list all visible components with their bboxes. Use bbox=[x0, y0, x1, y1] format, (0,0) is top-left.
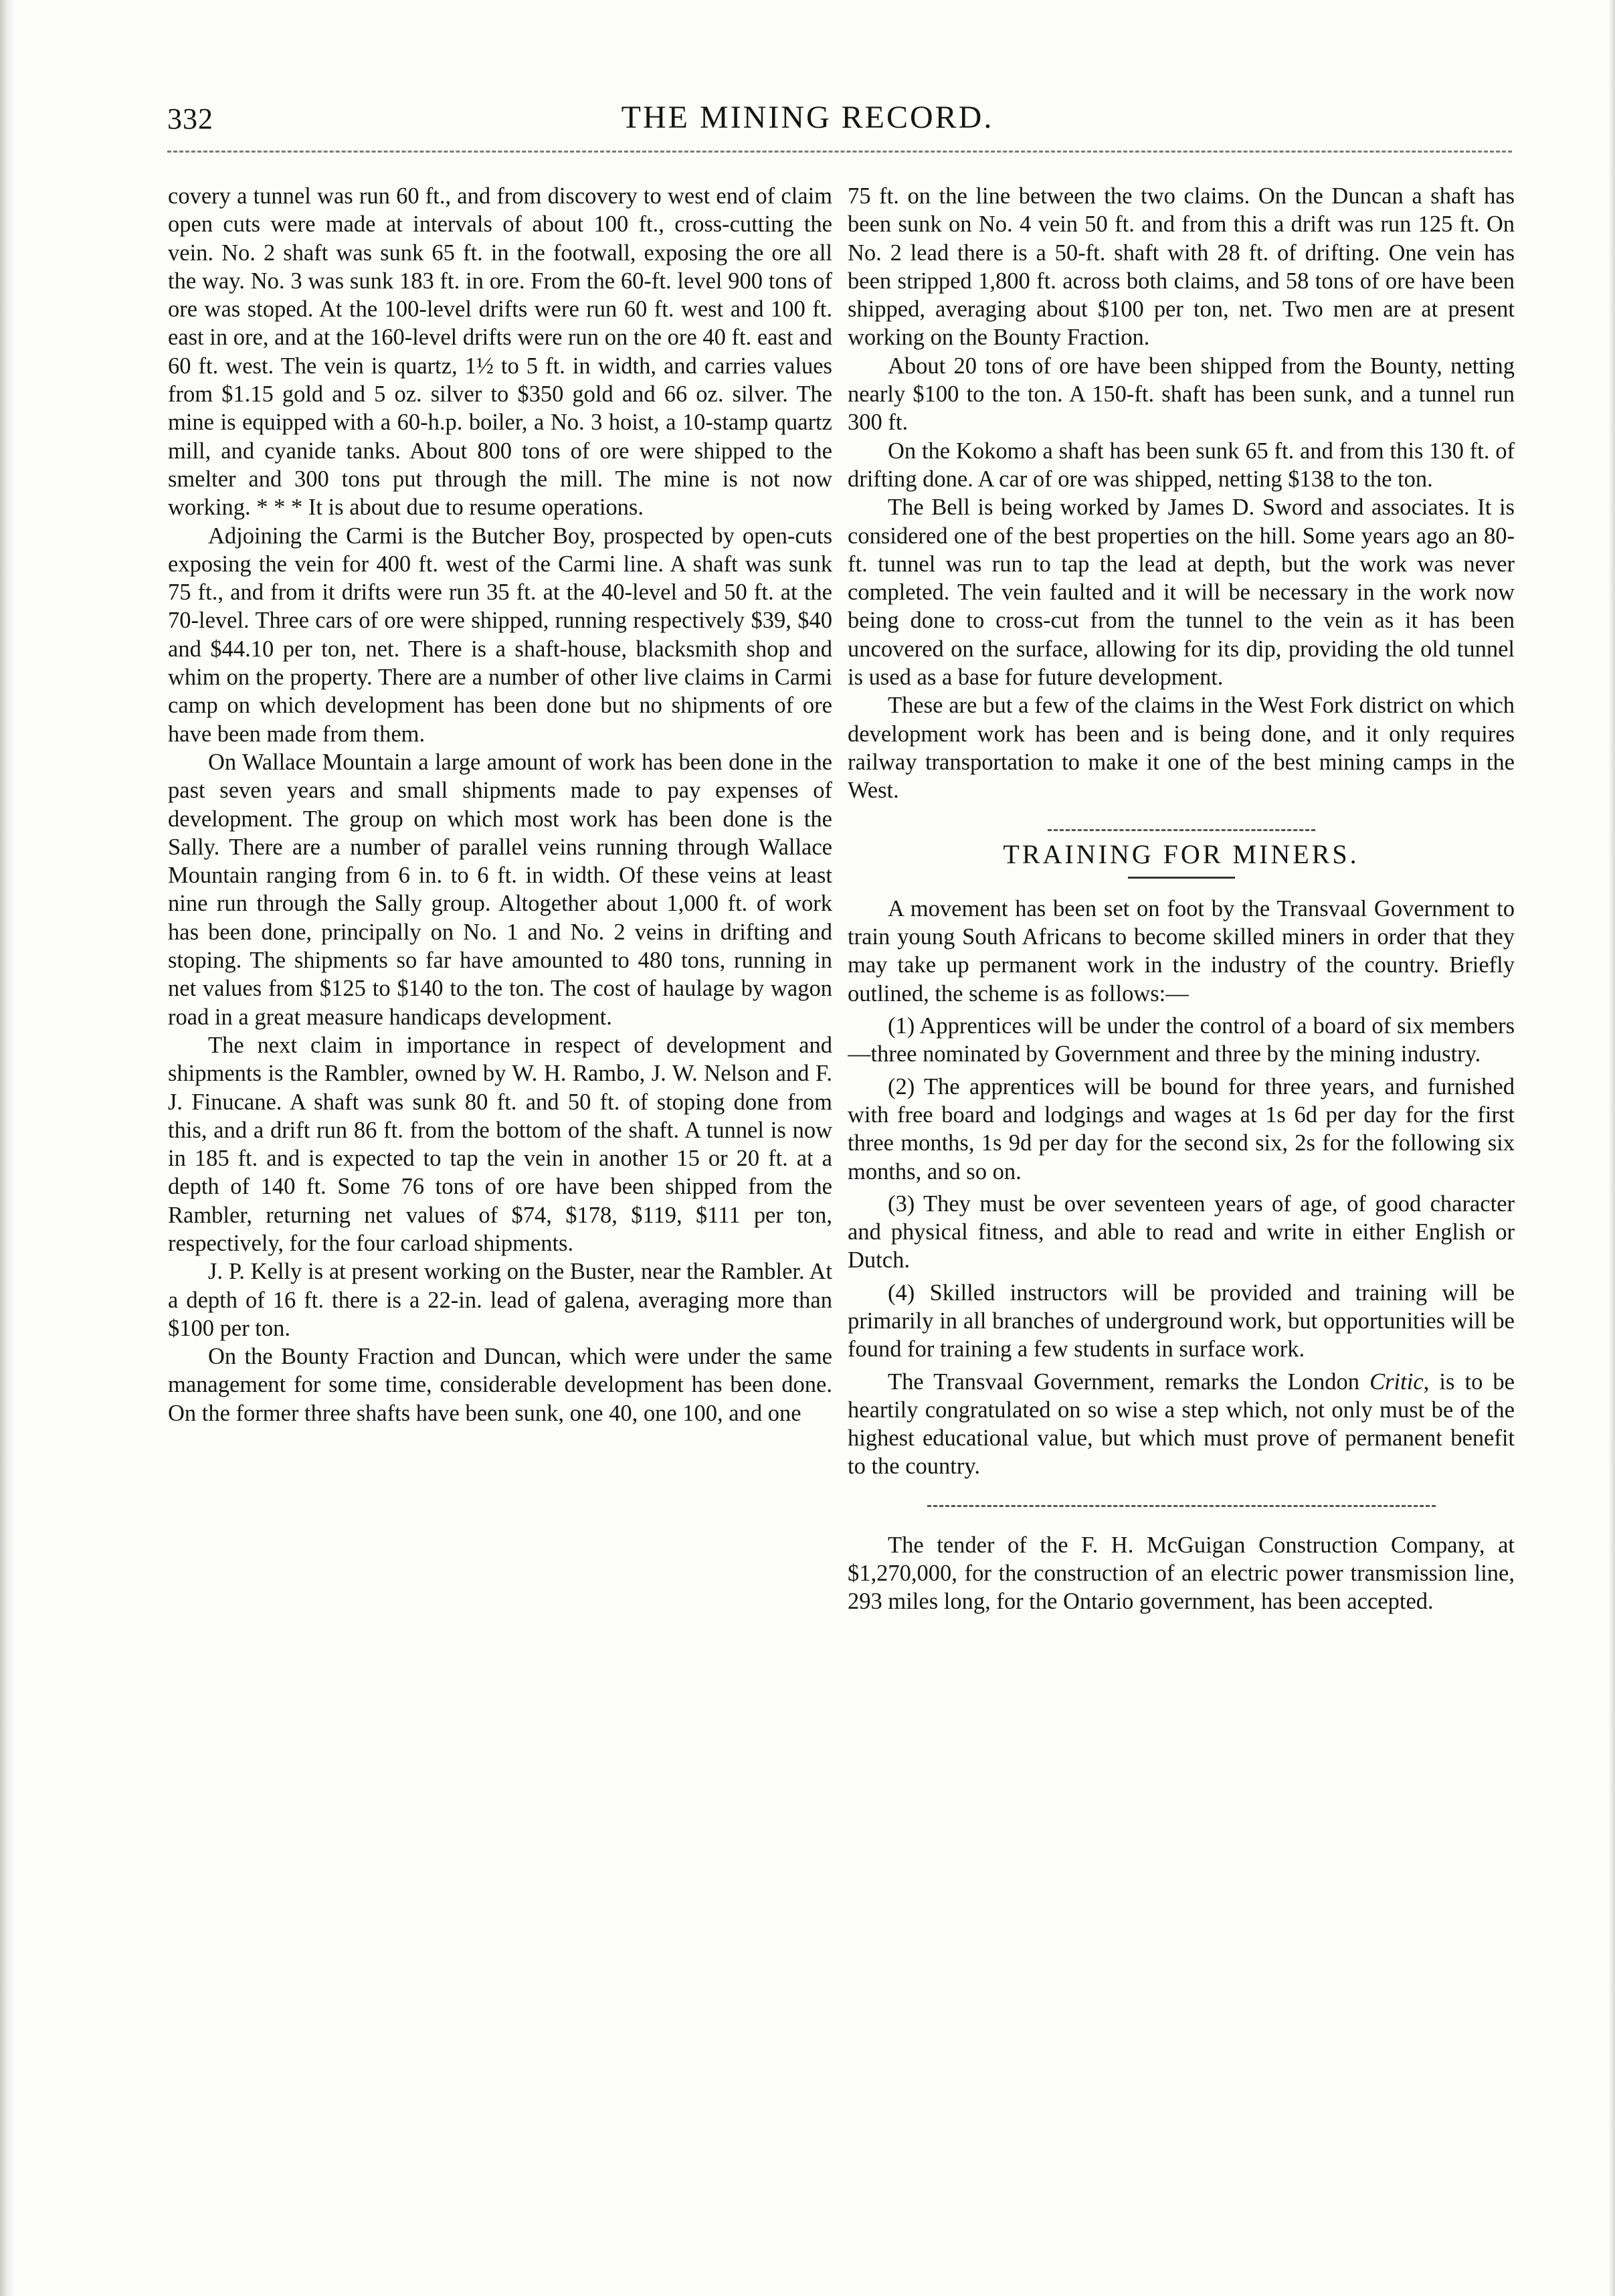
right-column bbox=[848, 182, 1515, 2216]
paragraph-critic-remark bbox=[848, 1368, 1515, 1481]
remark-text-after: , is to be heartily congratulated on so wise a step which, not only must be of the highest educational value, but which must prove of permanent benefit to the country. bbox=[848, 1368, 1515, 1480]
closing-divider bbox=[927, 1505, 1436, 1507]
paragraph-bounty-duncan: On the Bounty Fraction and Duncan, which were under the same management for some time, considerable development has been done. On the former three shafts have been sunk, one 40, one 100, and one bbox=[168, 1344, 832, 1426]
paragraph-mcguigan-tender: The tender of the F. H. McGuigan Construction Company, at $1,270,000, for the construction of an electric power transmission line, 293 miles long, for the Ontario government, has been accepted. bbox=[848, 1532, 1515, 1615]
paragraph-west-fork: These are but a few of the claims in the West Fork district on which development work has been and is being done, and it only requires railway transportation to make it one of the best mining camps in the West. bbox=[848, 693, 1515, 804]
paragraph-bounty: About 20 tons of ore have been shipped from the Bounty, netting nearly $100 to the ton. A 150-ft. shaft has been sunk, and a tunnel run 300 ft. bbox=[848, 353, 1515, 436]
paragraph-kokomo: On the Kokomo a shaft has been sunk 65 ft. and from this 130 ft. of drifting done. A car of ore was shipped, netting $138 to the ton. bbox=[848, 438, 1515, 492]
page-number: 332 bbox=[167, 102, 213, 135]
paragraph-wallace-mountain: On Wallace Mountain a large amount of work has been done in the past seven years and small shipments made to pay expenses of development. The group on which most work has been done is the Sally. There are a number of parallel veins running through Wallace Mountain ranging from 6 in. to 6 ft. in width. Of these veins at least nine run through the Sally group. Altogether about 1,000 ft. of work has been done, principally on No. 1 and No. 2 veins in drifting and stoping. The shipments so far have amounted to 480 tons, running in net values from $125 to $140 to the ton. The cost of haulage by wagon road in a great measure handicaps development. bbox=[168, 749, 832, 1030]
scheme-item-4: (4) Skilled instructors will be provided and training will be primarily in all branches of underground work, but opportunities will be found for training a few students in surface work. bbox=[848, 1279, 1515, 1362]
title-underline bbox=[1128, 877, 1235, 879]
remark-text-before: The Transvaal Government, remarks the London bbox=[888, 1368, 1360, 1395]
paragraph-training-intro: A movement has been set on foot by the Transvaal Government to train young South Africans to become skilled miners in order that they may take up permanent work in the industry of the country. Briefly outlined, the scheme is as follows:— bbox=[848, 895, 1515, 1006]
paragraph-rambler: The next claim in importance in respect of development and shipments is the Rambler, owned by W. H. Rambo, J. W. Nelson and F. J. Finucane. A shaft was sunk 80 ft. and 50 ft. of stoping done from this, and a drift run 86 ft. from the bottom of the shaft. A tunnel is now in 185 ft. and is expected to tap the vein in another 15 or 20 ft. at a depth of 140 ft. Some 76 tons of ore have been shipped from the Rambler, returning net values of $74, $178, $119, $111 per ton, respectively, for the four carload shipments. bbox=[168, 1032, 832, 1256]
scheme-item-3: (3) They must be over seventeen years of age, of good character and physical fitness, and able to read and write in either English or Dutch. bbox=[848, 1190, 1515, 1273]
section-title: TRAINING FOR MINERS. bbox=[1003, 838, 1359, 869]
section-divider bbox=[1048, 829, 1315, 831]
scheme-item-2: (2) The apprentices will be bound for three years, and furnished with free board and lodgings and wages at 1s 6d per day for the first three months, 1s 9d per day for the second six, 2s for the following six months, and so on. bbox=[848, 1073, 1515, 1184]
scan-edge-right bbox=[1608, 0, 1615, 2296]
left-column bbox=[168, 182, 832, 2216]
paragraph-duncan-continued: 75 ft. on the line between the two claims. On the Duncan a shaft has been sunk on No. 4 vein 50 ft. and from this a drift was run 125 ft. On No. 2 lead there is a 50-ft. shaft with 28 ft. of drifting. One vein has been stripped 1,800 ft. across both claims, and 58 tons of ore have been shipped, averaging about $100 per ton, net. Two men are at present working on the Bounty Fraction. bbox=[848, 183, 1515, 351]
scheme-item-1: (1) Apprentices will be under the control of a board of six members—three nominated by Government and three by the mining industry. bbox=[848, 1013, 1515, 1067]
paragraph-carmi-continued: covery a tunnel was run 60 ft., and from discovery to west end of claim open cuts were made at intervals of about 100 ft., cross-cutting the vein. No. 2 shaft was sunk 65 ft. in the footwall, exposing the ore all the way. No. 3 was sunk 183 ft. in ore. From the 60-ft. level 900 tons of ore was stoped. At the 100-level drifts were run 60 ft. west and 100 ft. east in ore, and at the 160-level drifts were run on the ore 40 ft. east and 60 ft. west. The vein is quartz, 1½ to 5 ft. in width, and carries values from $1.15 gold and 5 oz. silver to $350 gold and 66 oz. silver. The mine is equipped with a 60-h.p. boiler, a No. 3 hoist, a 10-stamp quartz mill, and cyanide tanks. About 800 tons of ore were shipped to the smelter and 300 tons put through the mill. The mine is not now working. * * * It is about due to resume operations. bbox=[168, 183, 832, 521]
paragraph-buster: J. P. Kelly is at present working on the Buster, near the Rambler. At a depth of 16 ft. there is a 22-in. lead of galena, averaging more than $100 per ton. bbox=[168, 1259, 832, 1341]
running-title: THE MINING RECORD. bbox=[621, 100, 994, 135]
scan-edge-left bbox=[0, 0, 15, 2296]
publication-name: Critic bbox=[1369, 1368, 1424, 1395]
paragraph-bell: The Bell is being worked by James D. Sword and associates. It is considered one of the best properties on the hill. Some years ago an 80-ft. tunnel was run to tap the lead at depth, but the work was never completed. The vein faulted and it will be necessary in the work now being done to cross-cut from the tunnel to the vein as it has been uncovered on the surface, allowing for its dip, providing the old tunnel is used as a base for future development. bbox=[848, 495, 1515, 691]
paragraph-butcher-boy: Adjoining the Carmi is the Butcher Boy, prospected by open-cuts exposing the vein for 400 ft. west of the Carmi line. A shaft was sunk 75 ft., and from it drifts were run 35 ft. at the 40-level and 50 ft. at the 70-level. Three cars of ore were shipped, running respectively $39, $40 and $44.10 per ton, net. There is a shaft-house, blacksmith shop and whim on the property. There are a number of other live claims in Carmi camp on which development has been done but no shipments of ore have been made from them. bbox=[168, 523, 832, 747]
header-rule bbox=[167, 151, 1512, 153]
